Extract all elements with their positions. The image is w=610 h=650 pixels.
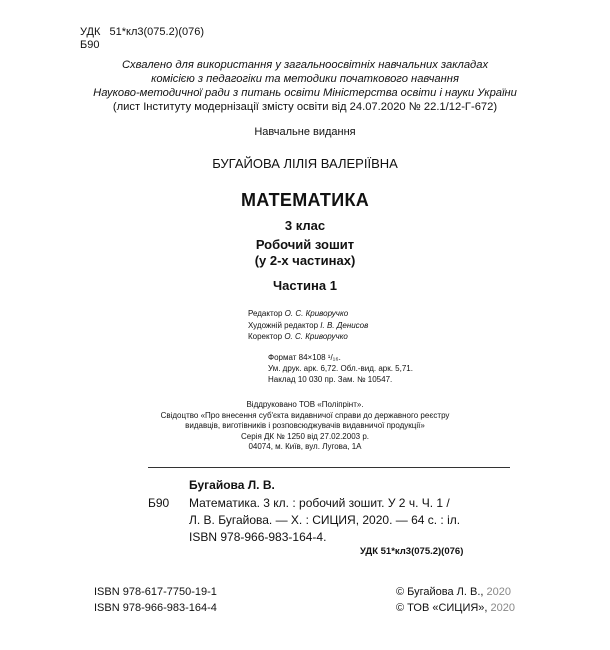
bib-code: Б90 [148,496,170,510]
copyright-author-text: © Бугайова Л. В., [396,586,487,598]
credit-name: О. С. Криворучко [284,332,348,341]
credit-role: Редактор [248,309,283,318]
format-line-2: Ум. друк. арк. 6,72. Обл.-вид. арк. 5,71. [268,364,413,373]
udk-block [80,26,204,52]
printer-line-2: Свідоцтво «Про внесення суб'єкта видавничої справи до державного реєстру [160,410,450,420]
format-block [268,352,413,385]
bib-udk: УДК 51*кл3(075.2)(076) [360,546,464,557]
copyright-author-year: 2020 [486,586,512,598]
approval-line-1: Схвалено для використання у загальноосвітніх навчальних закладах [121,59,489,71]
part-label: Частина 1 [273,278,337,293]
copyright-publisher-year: 2020 [490,602,516,614]
credit-art-editor [248,320,368,332]
printer-line-5: 04074, м. Київ, вул. Лугова, 1А [248,442,362,451]
credit-proofreader [248,331,368,343]
printer-line-1: Віддруковано ТОВ «Поліпрінт». [246,400,364,409]
udk-code: 51*кл3(075.2)(076) [109,26,205,38]
author-full-name: БУГАЙОВА ЛІЛІЯ ВАЛЕРІЇВНА [212,156,398,171]
book-title: МАТЕМАТИКА [240,190,370,210]
subtitle-block [0,237,610,269]
credit-name: О. С. Криворучко [284,309,349,318]
approval-line-2: комісією з педагогіки та методики початкового навчання [151,73,459,85]
format-line-3: Наклад 10 030 пр. Зам. № 10547. [268,375,393,384]
printer-info [0,400,610,453]
bib-line-1: Математика. 3 кл. : робочий зошит. У 2 ч. Ч. 1 / [189,496,450,510]
credits-block [248,308,368,343]
credit-editor [248,308,368,320]
format-line-1: Формат 84×108 ¹/₁₆. [268,353,341,362]
bib-isbn: ISBN 978-966-983-164-4. [189,530,327,544]
udk-label: УДК [80,26,101,38]
grade-label: 3 клас [284,218,326,233]
printer-line-4: Серія ДК № 1250 від 27.02.2003 р. [241,431,369,441]
bib-line-2: Л. В. Бугайова. — Х. : СИЦИЯ, 2020. — 64 с. : іл. [189,513,461,527]
copyright-publisher [396,600,515,616]
printer-line-3: видавців, виготівників і розповсюджувачів видавничої продукції» [185,421,425,430]
credit-name: І. В. Денисов [320,320,369,330]
isbn-block [94,584,217,616]
subtitle-workbook: Робочий зошит [255,237,355,252]
bib-author: Бугайова Л. В. [189,478,275,492]
copyright-author [396,584,515,600]
subtitle-parts: (у 2-х частинах) [254,253,356,268]
approval-line-3: Науково-методичної ради з питань освіти Міністерства освіти і науки України [93,87,517,99]
credit-role: Коректор [248,332,283,341]
divider [148,467,510,468]
approval-line-4: (лист Інституту модернізації змісту освіти від 24.07.2020 № 22.1/12-Г-672) [112,101,498,113]
isbn-1: ISBN 978-617-7750-19-1 [94,586,217,598]
bbk-code: Б90 [80,39,100,51]
copyright-block [396,584,515,616]
copyright-publisher-text: © ТОВ «СИЦИЯ», [396,602,491,614]
credit-role: Художній редактор [248,320,319,330]
approval-statement [0,58,610,114]
udk-line [80,26,204,39]
isbn-2: ISBN 978-966-983-164-4 [94,602,217,614]
edition-type: Навчальне видання [254,126,356,138]
